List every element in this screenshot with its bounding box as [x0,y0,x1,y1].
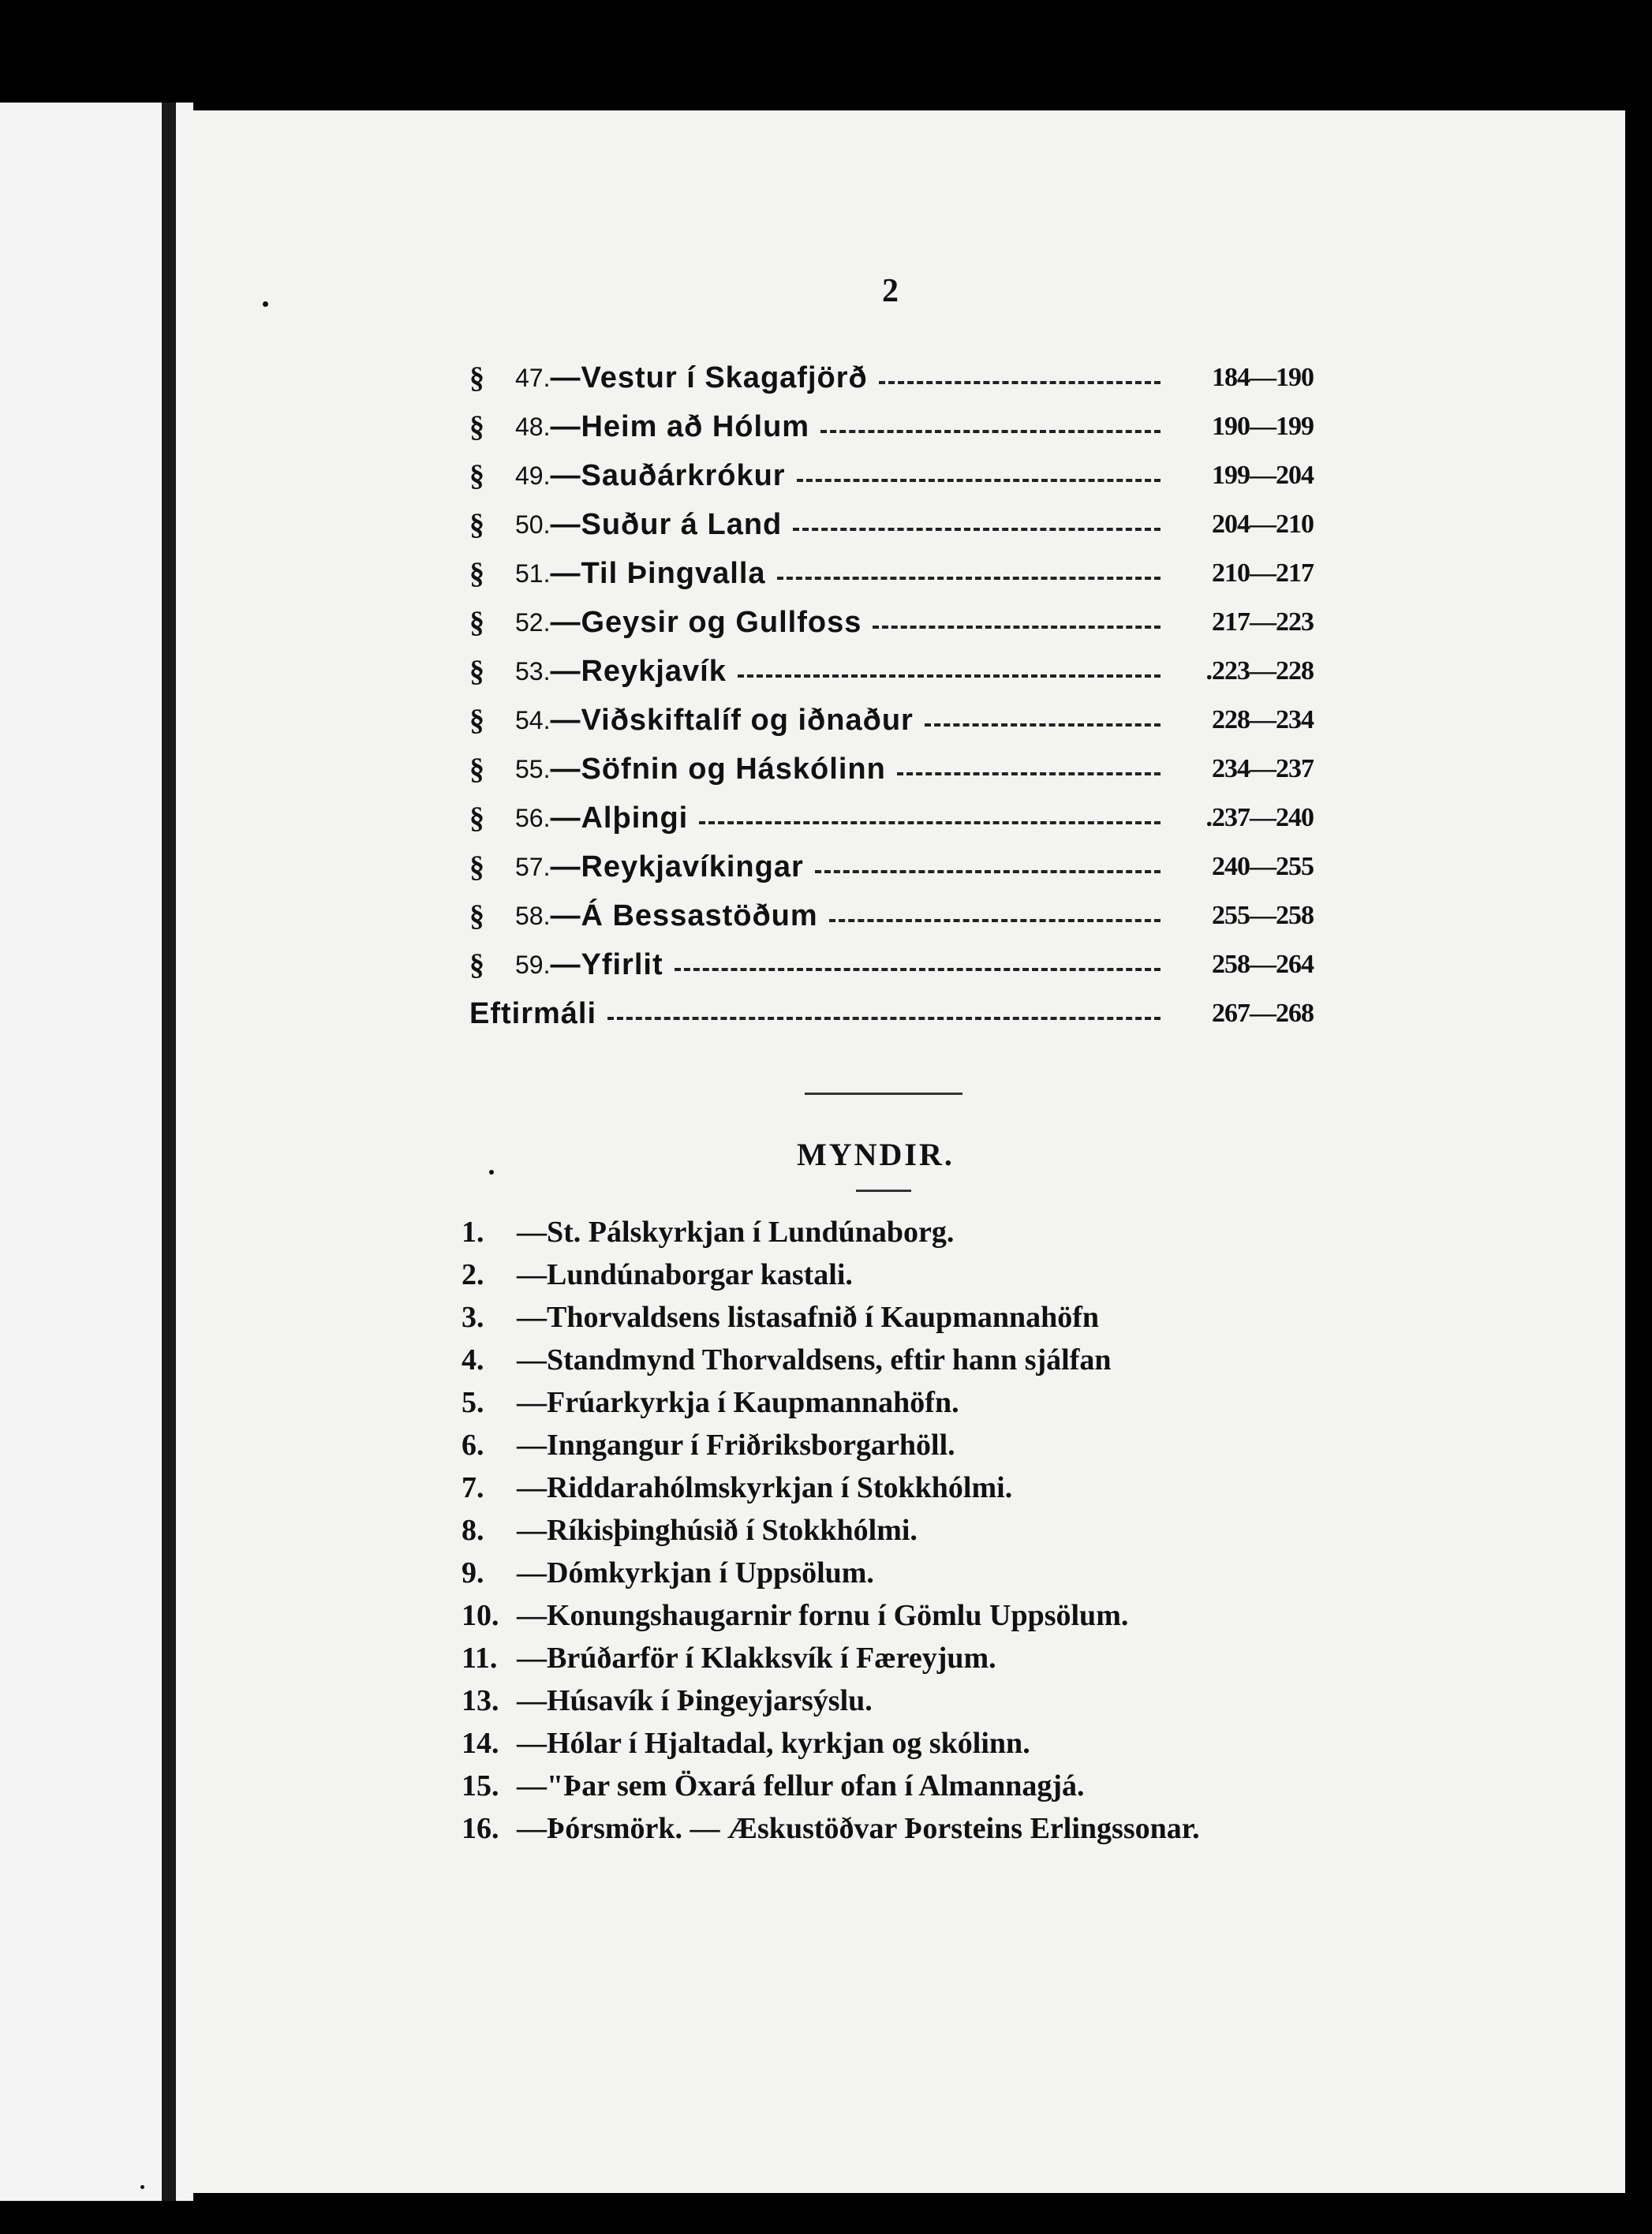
figure-caption: —Riddarahólmskyrkjan í Stokkhólmi. [517,1471,1013,1504]
toc-pages: .223—228 [1205,656,1314,686]
toc-title: —Heim að Hólum [550,409,810,443]
toc-number: 55. [515,754,551,783]
figure-number: 11. [462,1642,498,1675]
figure-number: 5. [462,1386,484,1419]
toc-row [469,696,1314,745]
toc-row [469,549,1314,598]
toc-row [469,745,1314,794]
figure-number: 16. [462,1812,499,1845]
figure-caption: —Lundúnaborgar kastali. [517,1258,853,1291]
section-sign: § [469,948,484,981]
toc-title: —Á Bessastöðum [550,898,818,932]
figure-item [462,1424,1321,1466]
dot-leader [829,919,1161,922]
toc-number: 47. [515,363,551,392]
toc-title: —Sauðárkrókur [550,458,786,492]
dot-leader [699,821,1161,824]
toc-row [469,402,1314,451]
toc-pages: 210—217 [1212,558,1314,588]
toc-number: 52. [515,607,551,637]
toc-number: 58. [515,901,551,930]
divider-rule [856,1190,911,1192]
figure-caption: —Dómkyrkjan í Uppsölum. [517,1556,874,1590]
figure-item [462,1552,1321,1594]
section-sign: § [469,655,484,688]
figure-item [462,1509,1321,1552]
figure-item [462,1211,1321,1253]
figure-number: 15. [462,1769,499,1803]
toc-row [469,842,1314,891]
figure-number: 7. [462,1471,484,1504]
dot-leader [607,1017,1161,1020]
divider-rule [805,1093,962,1095]
toc-number: 49. [515,461,551,490]
figures-heading: MYNDIR. [797,1137,955,1172]
section-sign: § [469,557,484,590]
toc-number: 54. [515,705,551,734]
figure-item [462,1466,1321,1509]
book-gutter [162,103,176,2201]
toc-number: 56. [515,803,551,832]
page-number: 2 [882,273,899,309]
toc-pages: 228—234 [1212,705,1314,734]
toc-title: —Alþingi [550,801,689,835]
toc-title: —Yfirlit [550,947,663,981]
toc-title: Eftirmáli [469,996,597,1030]
dot-leader [820,430,1161,433]
toc-pages: 204—210 [1212,510,1314,539]
figure-item [462,1722,1321,1765]
table-of-contents [469,353,1314,1038]
toc-number: 50. [515,510,551,539]
figure-number: 9. [462,1556,484,1590]
figure-caption: —Hólar í Hjaltadal, kyrkjan og skólinn. [517,1727,1030,1760]
toc-pages: .237—240 [1205,803,1314,832]
figure-item [462,1253,1321,1296]
section-sign: § [469,899,484,932]
dot-leader [793,528,1161,531]
section-sign: § [469,704,484,737]
dot-leader [815,870,1161,873]
dot-leader [777,577,1161,580]
toc-pages: 255—258 [1212,901,1314,930]
toc-number: 53. [515,656,551,686]
toc-row [469,451,1314,500]
section-sign: § [469,459,484,492]
dot-leader [879,381,1161,384]
toc-title: —Reykjavík [550,654,727,688]
figure-number: 10. [462,1599,499,1632]
figure-caption: —Húsavík í Þingeyjarsýslu. [517,1684,873,1717]
toc-row [469,353,1314,402]
toc-title: —Viðskiftalíf og iðnaður [550,703,914,737]
figure-caption: —Konungshaugarnir fornu í Gömlu Uppsölum. [517,1599,1129,1632]
figure-number: 6. [462,1429,484,1462]
section-sign: § [469,850,484,884]
figure-caption: —St. Pálskyrkjan í Lundúnaborg. [517,1216,955,1249]
figure-caption: —Þórsmörk. — Æskustöðvar Þorsteins Erlingssonar. [517,1812,1200,1845]
figure-number: 2. [462,1258,484,1291]
section-sign: § [469,606,484,639]
figure-number: 14. [462,1727,499,1760]
figure-number: 4. [462,1343,484,1377]
toc-pages: 234—237 [1212,754,1314,783]
toc-pages: 184—190 [1212,363,1314,392]
toc-number: 57. [515,852,551,881]
dot-leader [797,479,1161,482]
section-sign: § [469,801,484,835]
figure-number: 13. [462,1684,499,1717]
figure-caption: —Standmynd Thorvaldsens, eftir hann sjálfan [517,1343,1112,1377]
section-sign: § [469,508,484,541]
figure-number: 3. [462,1301,484,1334]
toc-pages: 267—268 [1212,999,1314,1028]
speck [489,1170,494,1175]
toc-title: —Til Þingvalla [550,556,766,590]
toc-title: —Reykjavíkingar [550,850,804,884]
toc-pages: 199—204 [1212,461,1314,490]
toc-pages: 190—199 [1212,412,1314,441]
dot-leader [738,674,1161,678]
figure-caption: —Frúarkyrkja í Kaupmannahöfn. [517,1386,959,1419]
figure-number: 8. [462,1514,484,1547]
toc-number: 48. [515,412,551,441]
section-sign: § [469,361,484,394]
figure-item [462,1594,1321,1637]
toc-row [469,500,1314,549]
toc-title: —Söfnin og Háskólinn [550,752,886,786]
dot-leader [925,723,1161,727]
toc-pages: 217—223 [1212,607,1314,637]
toc-number: 59. [515,950,551,979]
toc-row [469,940,1314,989]
toc-row [469,598,1314,647]
figure-caption: —Brúðarför í Klakksvík í Færeyjum. [517,1642,996,1675]
figure-item [462,1765,1321,1807]
toc-number: 51. [515,558,551,588]
toc-title: —Geysir og Gullfoss [550,605,862,639]
toc-row [469,647,1314,696]
figure-item [462,1637,1321,1679]
figure-item [462,1339,1321,1381]
figure-item [462,1296,1321,1339]
toc-title: —Suður á Land [550,507,783,541]
section-sign: § [469,410,484,443]
toc-row [469,891,1314,940]
figure-caption: —Inngangur í Friðriksborgarhöll. [517,1429,955,1462]
toc-row [469,989,1314,1038]
speck [140,2185,144,2189]
figure-item [462,1807,1321,1850]
figure-list [462,1211,1321,1850]
dot-leader [675,968,1161,971]
figure-caption: —"Þar sem Öxará fellur ofan í Almannagjá. [517,1769,1085,1803]
figure-number: 1. [462,1216,484,1249]
toc-pages: 240—255 [1212,852,1314,881]
figure-caption: —Ríkisþinghúsið í Stokkhólmi. [517,1514,918,1547]
dot-leader [873,626,1161,629]
toc-title: —Vestur í Skagafjörð [550,361,868,394]
toc-row [469,794,1314,842]
toc-pages: 258—264 [1212,950,1314,979]
dot-leader [897,772,1161,775]
figure-item [462,1381,1321,1424]
figure-caption: —Thorvaldsens listasafnið í Kaupmannahöfn [517,1301,1100,1334]
figure-item [462,1679,1321,1722]
section-sign: § [469,753,484,786]
speck [263,301,268,307]
